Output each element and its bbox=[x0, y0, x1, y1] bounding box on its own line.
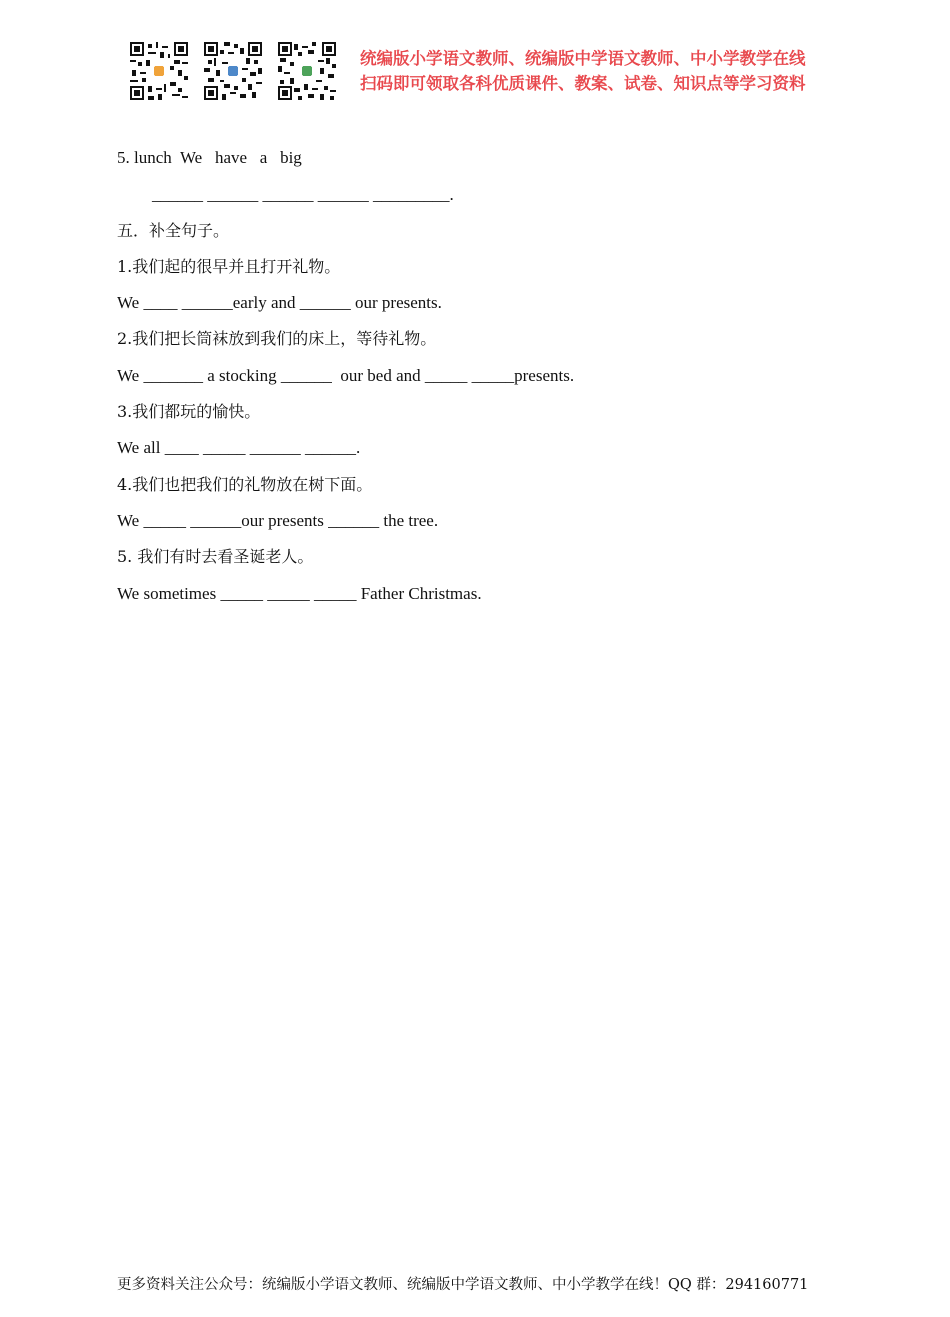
item-1-chinese: 1.我们起的很早并且打开礼物。 bbox=[117, 257, 341, 276]
item-1-english: We ____ ______early and ______ our presents. bbox=[117, 293, 442, 312]
item-5-english: We sometimes _____ _____ _____ Father Christmas. bbox=[117, 584, 482, 603]
item-5-chinese: 5. 我们有时去看圣诞老人。 bbox=[117, 547, 314, 566]
qr-code-icon bbox=[204, 42, 262, 100]
question-5-words: 5. lunch We have a big bbox=[117, 148, 302, 167]
qr-code-icon bbox=[278, 42, 336, 100]
promo-line-2: 扫码即可领取各科优质课件、教案、试卷、知识点等学习资料 bbox=[360, 74, 806, 93]
qr-code-icon bbox=[130, 42, 188, 100]
question-5-blanks: ______ ______ ______ ______ _________. bbox=[152, 185, 454, 204]
promo-text bbox=[360, 46, 830, 96]
promo-line-1: 统编版小学语文教师、统编版中学语文教师、中小学教学在线 bbox=[360, 49, 806, 68]
item-4-chinese: 4.我们也把我们的礼物放在树下面。 bbox=[117, 475, 373, 494]
item-2-english: We _______ a stocking ______ our bed and _____ _____presents. bbox=[117, 366, 575, 385]
header-banner bbox=[130, 42, 830, 102]
item-3-english: We all ____ _____ ______ ______. bbox=[117, 438, 361, 457]
item-4-english: We _____ ______our presents ______ the tree. bbox=[117, 511, 439, 530]
item-2-chinese: 2.我们把长筒袜放到我们的床上，等待礼物。 bbox=[117, 329, 437, 348]
section-title: 五．补全句子。 bbox=[117, 221, 230, 240]
footer-text: 更多资料关注公众号：统编版小学语文教师、统编版中学语文教师、中小学教学在线！QQ 群：294160771 bbox=[117, 1277, 809, 1293]
item-3-chinese: 3.我们都玩的愉快。 bbox=[117, 402, 261, 421]
